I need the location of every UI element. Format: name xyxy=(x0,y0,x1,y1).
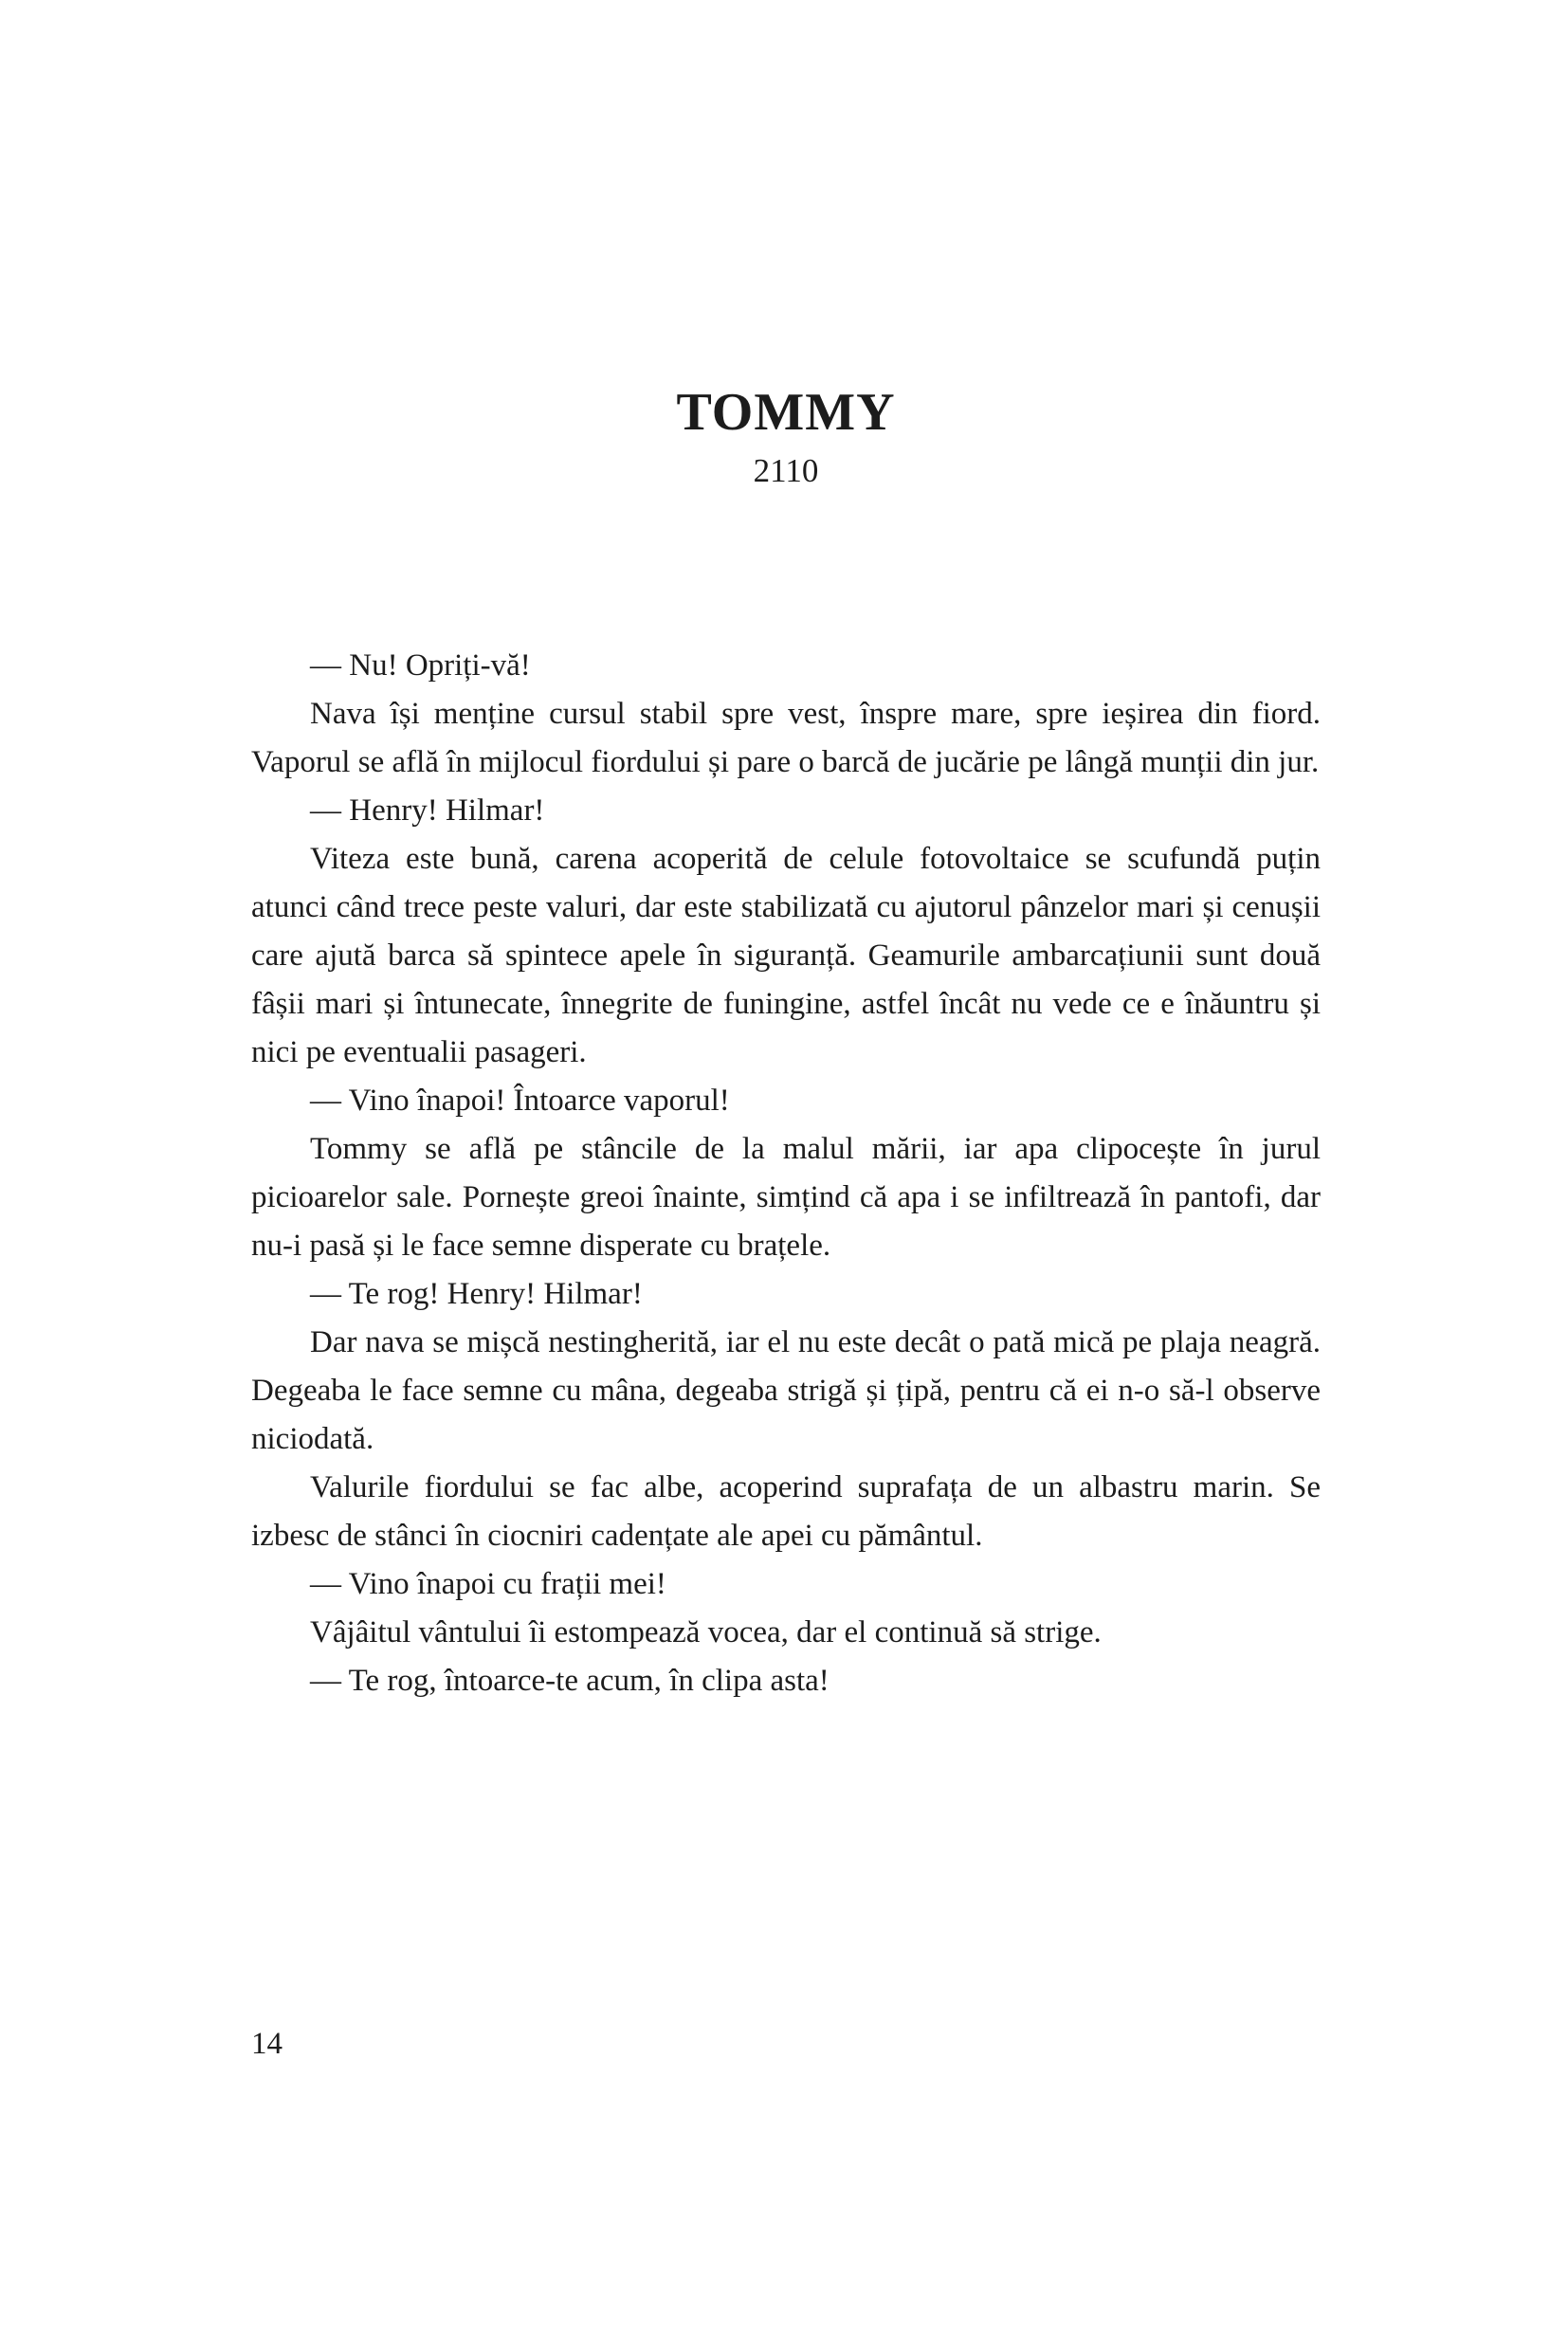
paragraph: Valurile fiordului se fac albe, acoperind suprafața de un albastru marin. Se izbesc de stânci în ciocniri cadențate ale apei cu pământul. xyxy=(251,1469,1321,1553)
text-block xyxy=(251,384,1321,1705)
paragraph: — Vino înapoi cu frații mei! xyxy=(310,1566,666,1601)
paragraph: Nava își menține cursul stabil spre vest, înspre mare, spre ieșirea din fiord. Vaporul se află în mijlocul fiordului și pare o barcă de jucărie pe lângă munții din jur. xyxy=(251,696,1321,779)
paragraph: — Vino înapoi! Întoarce vaporul! xyxy=(310,1083,730,1118)
chapter-heading xyxy=(251,384,1321,490)
paragraph: Dar nava se mișcă nestingherită, iar el nu este decât o pată mică pe plaja neagră. Degeaba le face semne cu mâna, degeaba strigă și țipă, pentru că ei n-o să-l observe niciodată. xyxy=(251,1324,1321,1456)
paragraphs xyxy=(251,642,1321,1705)
paragraph: — Te rog, întoarce-te acum, în clipa asta! xyxy=(310,1663,830,1698)
paragraph: — Henry! Hilmar! xyxy=(310,793,545,828)
chapter-title: TOMMY xyxy=(676,383,896,442)
paragraph: — Nu! Opriți-vă! xyxy=(310,647,531,683)
paragraph: Vâjâitul vântului îi estompează vocea, dar el continuă să strige. xyxy=(310,1614,1102,1649)
paragraph: Tommy se află pe stâncile de la malul mării, iar apa clipocește în jurul picioarelor sale. Pornește greoi înainte, simțind că apa i se infiltrează în pantofi, dar nu-i pasă și le face semne disperate cu brațele. xyxy=(251,1131,1321,1263)
page-number: 14 xyxy=(251,2027,283,2061)
paragraph: — Te rog! Henry! Hilmar! xyxy=(310,1276,643,1311)
chapter-year: 2110 xyxy=(753,451,819,489)
paragraph: Viteza este bună, carena acoperită de celule fotovoltaice se scufundă puțin atunci când trece peste valuri, dar este stabilizată cu ajutorul pânzelor mari și cenușii care ajută barca să spintece apele în siguranță. Geamurile ambarcațiunii sunt două fâșii mari și întunecate, înnegrite de funingine, astfel încât nu vede ce e înăuntru și nici pe eventualii pasageri. xyxy=(251,841,1321,1069)
